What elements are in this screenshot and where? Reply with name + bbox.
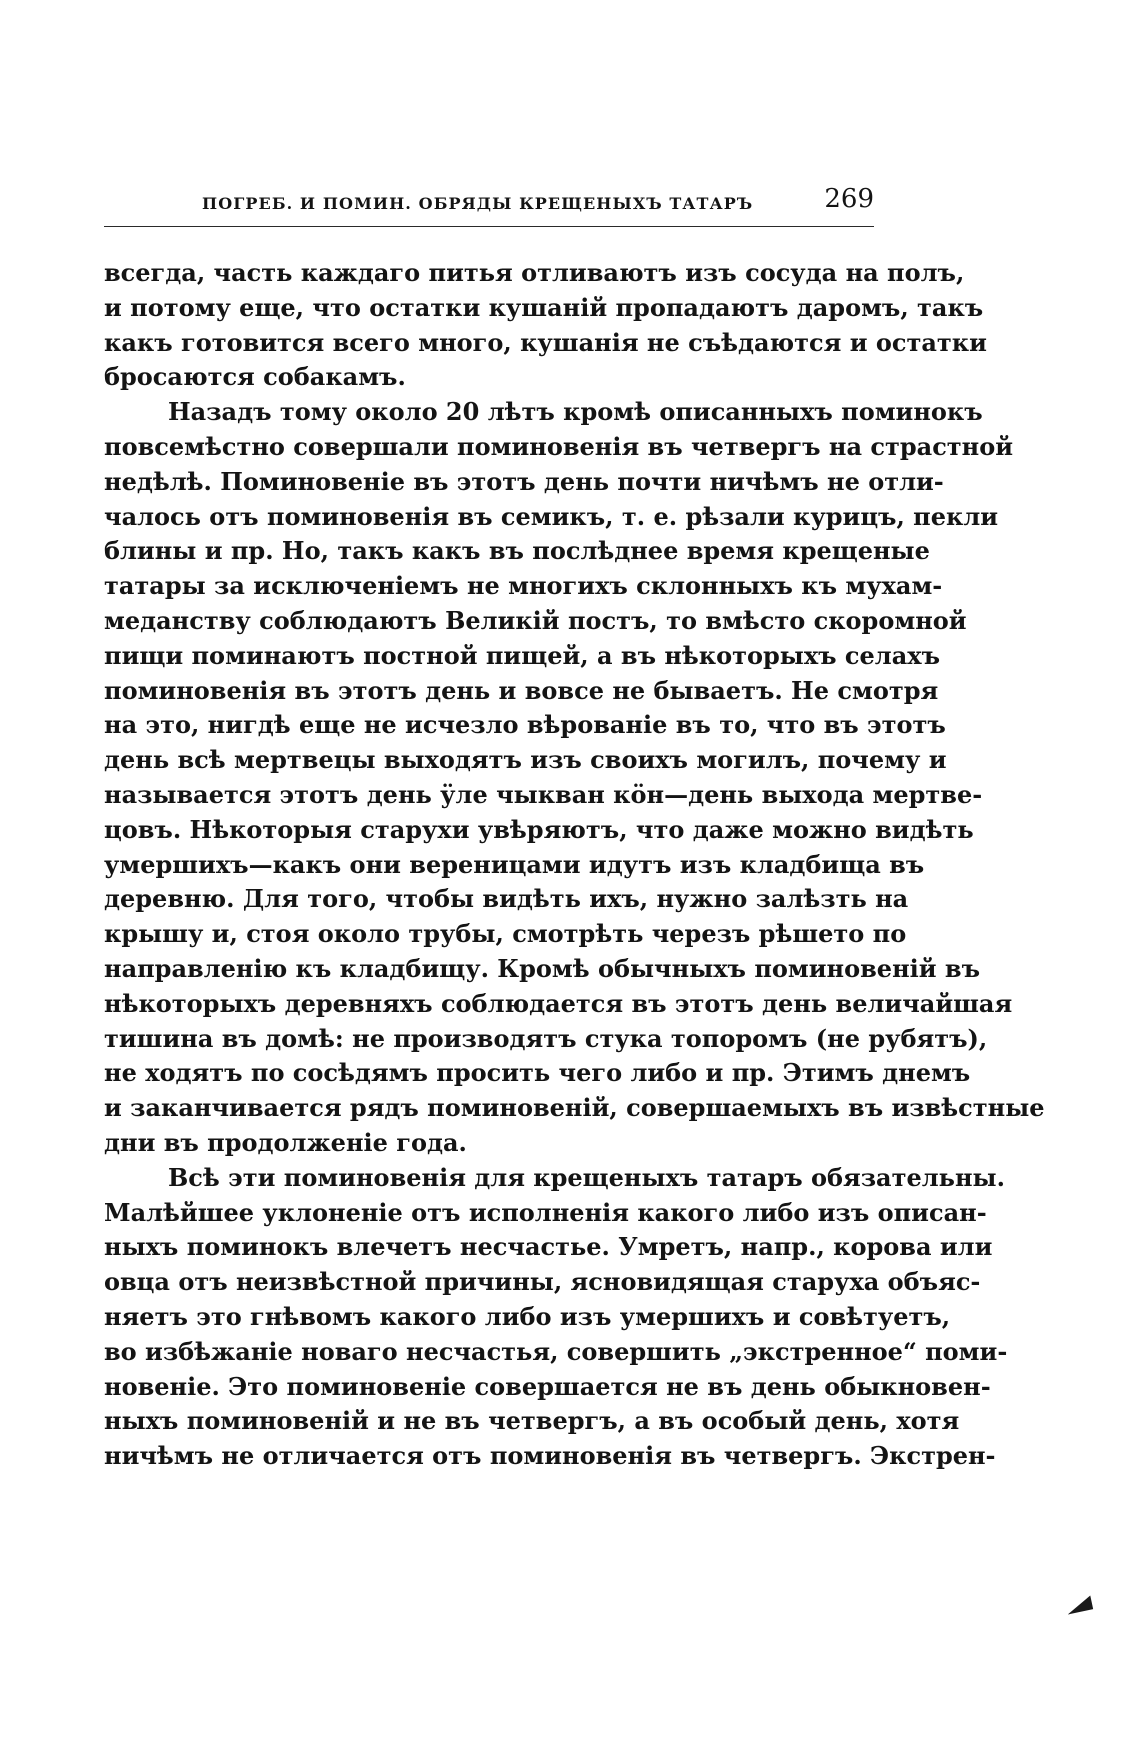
text-line: овца отъ неизвѣстной причины, ясновидящая старуха объяс- xyxy=(104,1267,981,1297)
text-line: Малѣйшее уклоненіе отъ исполненія какого либо изъ описан- xyxy=(104,1197,987,1227)
text-line: на это, нигдѣ еще не исчезло вѣрованіе въ то, что въ этотъ xyxy=(104,710,946,740)
text-line: татары за исключеніемъ не многихъ склонныхъ къ мухам- xyxy=(104,571,943,601)
text-line: и заканчивается рядъ поминовеній, совершаемыхъ въ извѣстные xyxy=(104,1093,1045,1123)
text-line: новеніе. Это поминовеніе совершается не въ день обыкновен- xyxy=(104,1371,991,1401)
text-line: всегда, часть каждаго питья отливаютъ изъ сосуда на полъ, xyxy=(104,258,965,287)
corner-ink-mark xyxy=(1065,1595,1093,1614)
text-line: не ходятъ по сосѣдямъ просить чего либо и пр. Этимъ днемъ xyxy=(104,1058,971,1088)
text-line: ничѣмъ не отличается отъ поминовенія въ четвергъ. Экстрен- xyxy=(104,1441,996,1471)
text-line: Назадъ тому около 20 лѣтъ кромѣ описанныхъ поминокъ xyxy=(168,397,983,427)
body-text xyxy=(104,256,1045,1474)
text-line: чалось отъ поминовенія въ семикъ, т. е. рѣзали курицъ, пекли xyxy=(104,501,999,531)
text-line: направленію къ кладбищу. Кромѣ обычныхъ поминовеній въ xyxy=(104,953,980,983)
text-line: меданству соблюдаютъ Великій постъ, то вмѣсто скоромной xyxy=(104,605,967,635)
text-line: ныхъ поминокъ влечетъ несчастье. Умретъ, напр., корова или xyxy=(104,1232,993,1262)
text-line: умершихъ—какъ они вереницами идутъ изъ кладбища въ xyxy=(104,849,925,879)
text-line: повсемѣстно совершали поминовенія въ четвергъ на страстной xyxy=(104,431,1014,461)
text-line: во избѣжаніе новаго несчастья, совершить „экстренное“ поми- xyxy=(104,1336,1008,1366)
text-line: Всѣ эти поминовенія для крещеныхъ татаръ обязательны. xyxy=(168,1162,1005,1192)
text-line: крышу и, стоя около трубы, смотрѣть черезъ рѣшето по xyxy=(104,919,907,949)
text-line: дни въ продолженіе года. xyxy=(104,1127,467,1157)
text-line: какъ готовится всего много, кушанія не съѣдаются и остатки xyxy=(104,327,987,357)
text-line: няетъ это гнѣвомъ какого либо изъ умершихъ и совѣтуетъ, xyxy=(104,1301,951,1331)
text-line: нѣкоторыхъ деревняхъ соблюдается въ этотъ день величайшая xyxy=(104,988,1013,1018)
text-line: цовъ. Нѣкоторыя старухи увѣряютъ, что даже можно видѣть xyxy=(104,814,974,844)
text-line: и потому еще, что остатки кушаній пропадаютъ даромъ, такъ xyxy=(104,292,984,322)
text-line: называется этотъ день ӱле чыкван кӧн—день выхода мертве- xyxy=(104,779,983,809)
text-line: недѣлѣ. Поминовеніе въ этотъ день почти ничѣмъ не отли- xyxy=(104,466,944,496)
text-line: пищи поминаютъ постной пищей, а въ нѣкоторыхъ селахъ xyxy=(104,640,940,670)
text-line: тишина въ домѣ: не производятъ стука топоромъ (не рубятъ), xyxy=(104,1023,988,1053)
running-title: ПОГРЕБ. И ПОМИН. ОБРЯДЫ КРЕЩЕНЫХЪ ТАТАРЪ xyxy=(202,194,754,213)
text-line: ныхъ поминовеній и не въ четвергъ, а въ особый день, хотя xyxy=(104,1406,960,1436)
running-head xyxy=(104,184,874,227)
text-line: поминовенія въ этотъ день и вовсе не бываетъ. Не смотря xyxy=(104,675,939,705)
text-line: бросаются собакамъ. xyxy=(104,362,406,392)
text-line: деревню. Для того, чтобы видѣть ихъ, нужно залѣзть на xyxy=(104,884,909,914)
text-line: блины и пр. Но, такъ какъ въ послѣднее время крещеные xyxy=(104,536,930,566)
page-number: 269 xyxy=(824,184,874,214)
text-line: день всѣ мертвецы выходятъ изъ своихъ могилъ, почему и xyxy=(104,745,947,775)
